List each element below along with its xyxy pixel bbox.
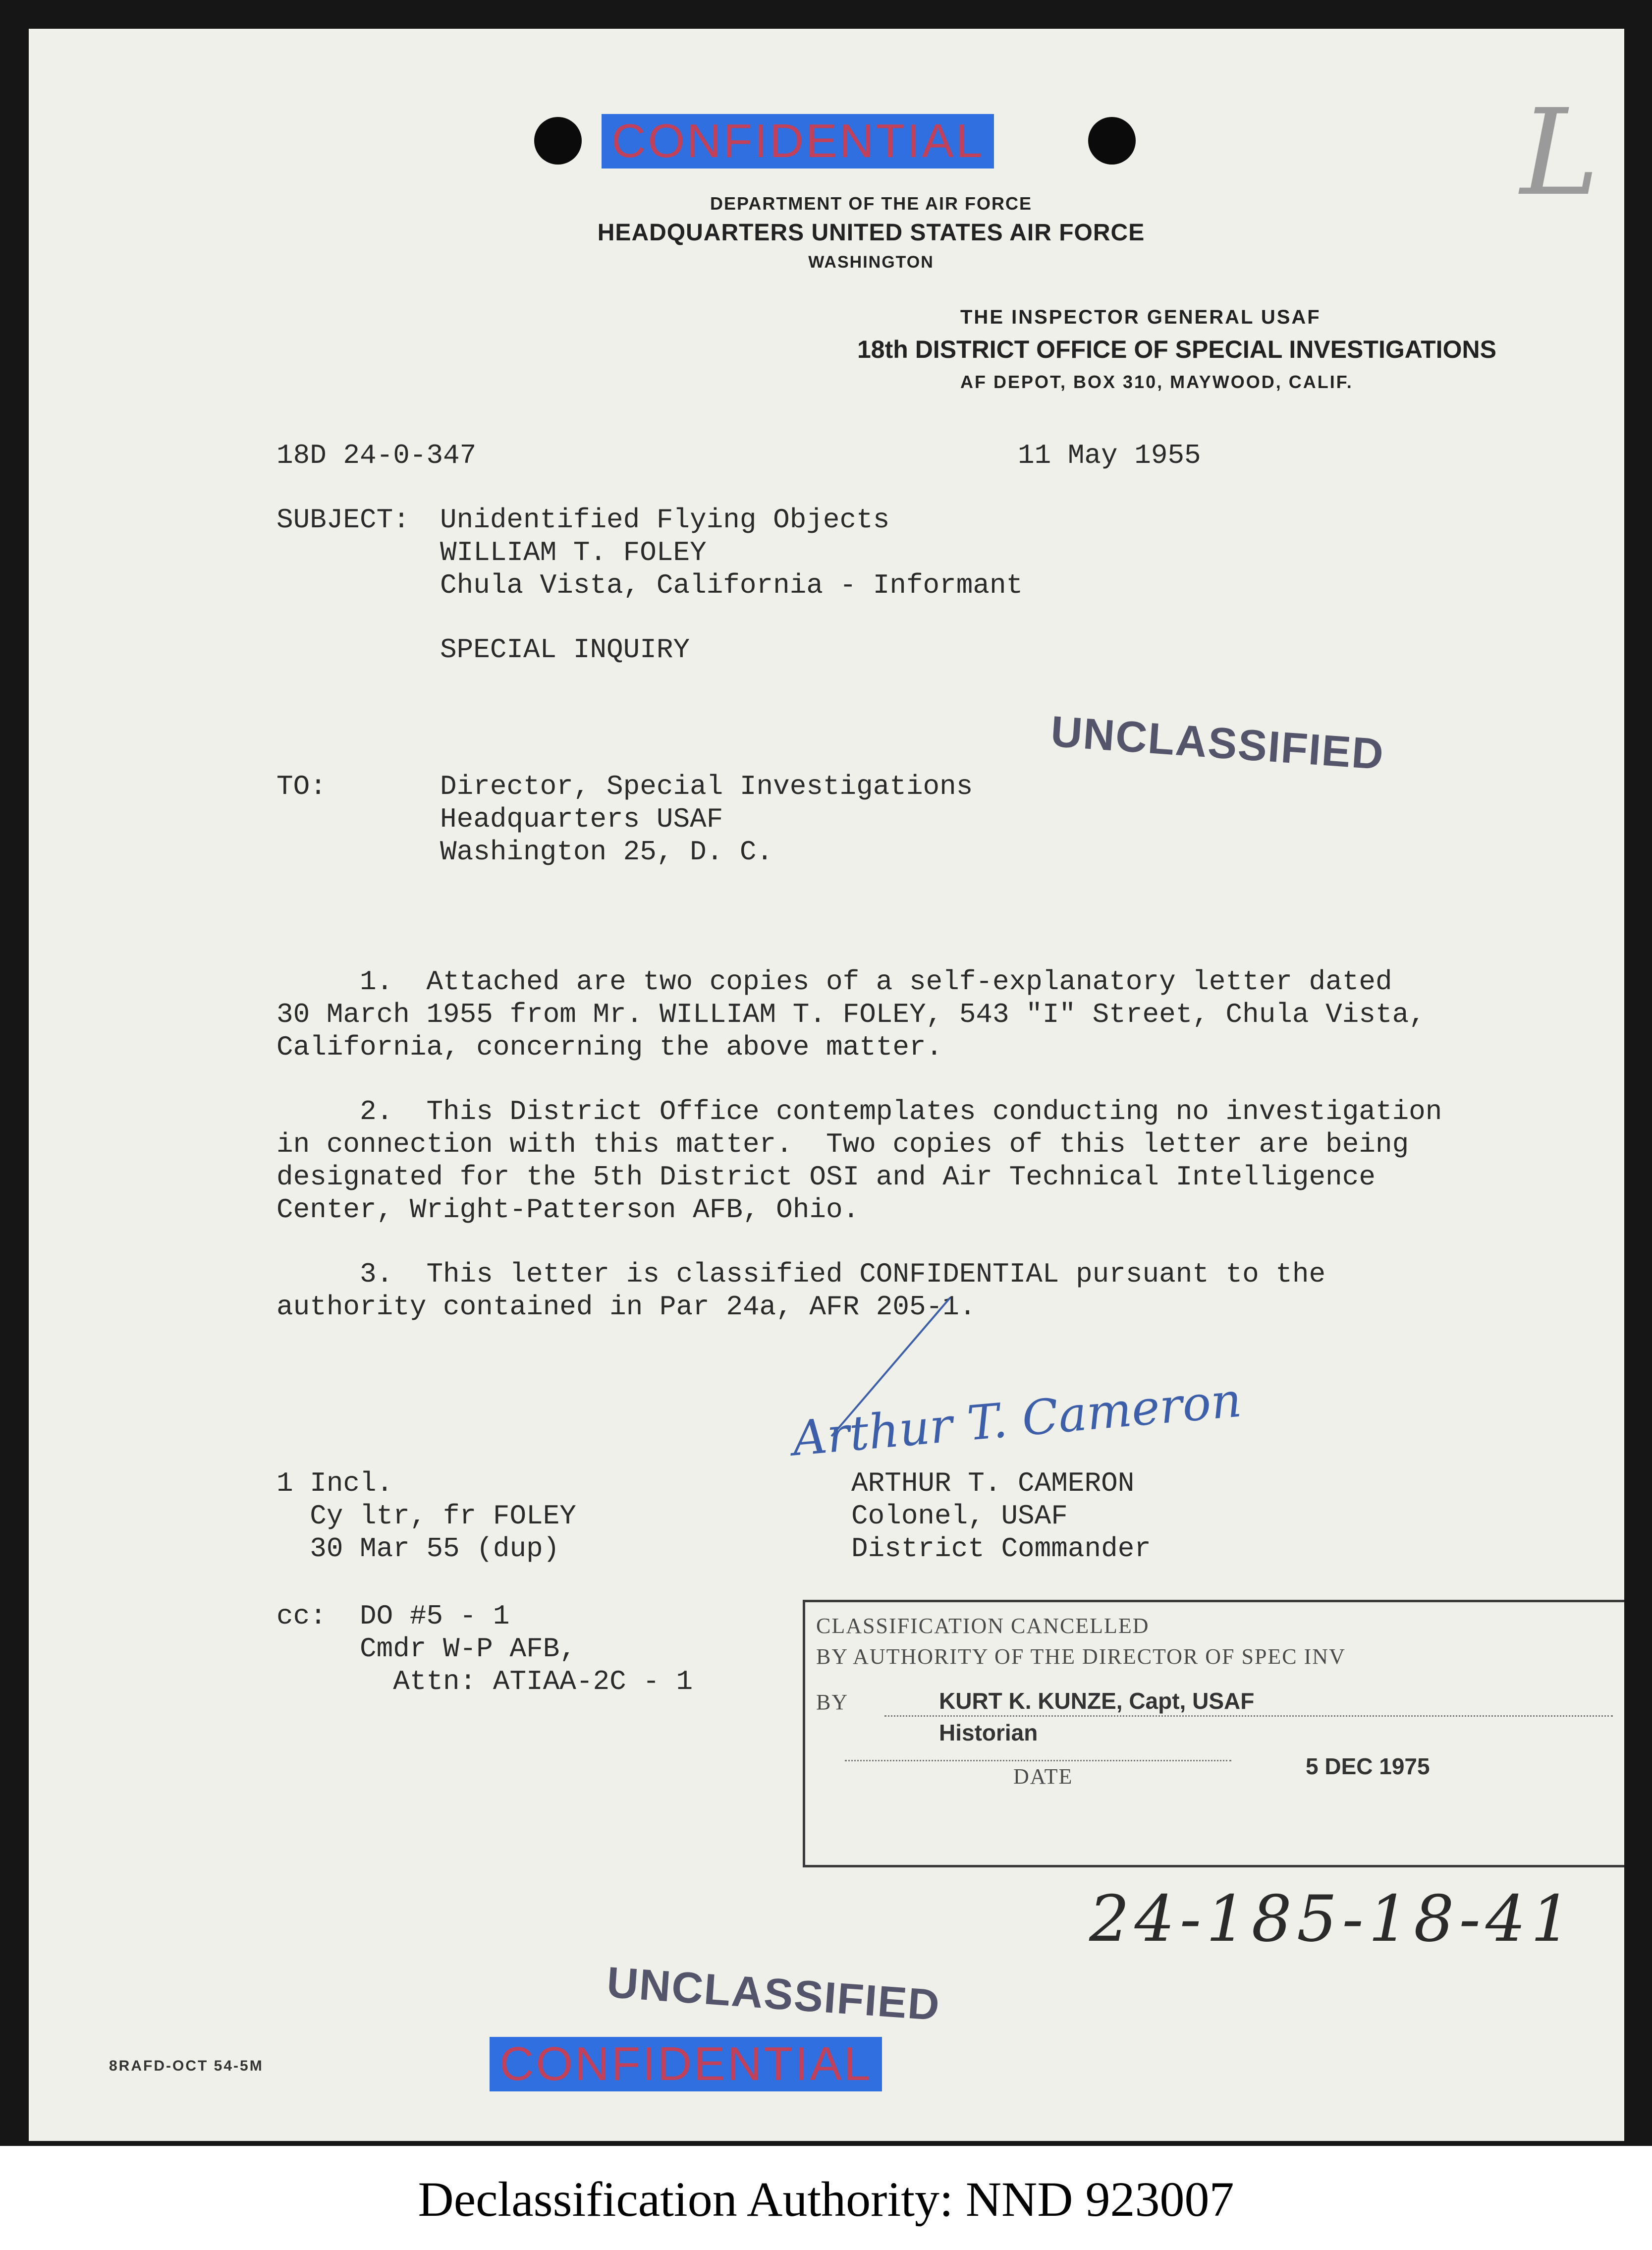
- cancelling-officer: KURT K. KUNZE, Capt, USAF: [939, 1688, 1255, 1714]
- confidential-stamp-top: CONFIDENTIAL: [602, 114, 994, 169]
- paragraph-2-line-1: 2. This District Office contemplates conducting no investigation: [276, 1096, 1442, 1127]
- paragraph-1-line-3: California, concerning the above matter.: [276, 1031, 943, 1063]
- classification-cancelled-line-2: BY AUTHORITY OF THE DIRECTOR OF SPEC INV: [816, 1644, 1346, 1669]
- confidential-stamp-bottom: CONFIDENTIAL: [490, 2037, 882, 2091]
- handwritten-file-number: 24-185-18-41: [1089, 1882, 1576, 1956]
- paragraph-2-line-2: in connection with this matter. Two copies of this letter are being: [276, 1128, 1409, 1160]
- unclassified-stamp-middle: UNCLASSIFIED: [1049, 706, 1386, 779]
- signer-title: District Commander: [851, 1533, 1151, 1565]
- signer-rank: Colonel, USAF: [851, 1500, 1068, 1532]
- paragraph-2-line-3: designated for the 5th District OSI and Air Technical Intelligence: [276, 1161, 1376, 1193]
- unclassified-stamp-bottom: UNCLASSIFIED: [605, 1957, 942, 2030]
- enclosure-line-1: 1 Incl.: [276, 1467, 393, 1499]
- date-rule: [845, 1760, 1231, 1761]
- letterhead-headquarters: HEADQUARTERS UNITED STATES AIR FORCE: [597, 220, 1145, 246]
- document-page: [29, 29, 1624, 2141]
- to-line-1: Director, Special Investigations: [440, 771, 973, 802]
- by-label: BY: [816, 1690, 849, 1714]
- punch-hole-right: [1088, 117, 1136, 165]
- declassification-caption: Declassification Authority: NND 923007: [418, 2172, 1234, 2227]
- cancellation-date: 5 DEC 1975: [1306, 1753, 1430, 1779]
- subject-line-3: Chula Vista, California - Informant: [440, 569, 1023, 601]
- enclosure-line-2: Cy ltr, fr FOLEY: [276, 1500, 576, 1532]
- to-line-3: Washington 25, D. C.: [440, 836, 773, 868]
- paragraph-3-line-2: authority contained in Par 24a, AFR 205-1.: [276, 1291, 976, 1323]
- subject-line-1: Unidentified Flying Objects: [440, 504, 890, 536]
- to-line-2: Headquarters USAF: [440, 803, 723, 835]
- date-label: DATE: [1013, 1764, 1073, 1789]
- classification-cancelled-line-1: CLASSIFICATION CANCELLED: [816, 1614, 1150, 1638]
- subject-line-2: WILLIAM T. FOLEY: [440, 537, 707, 568]
- paragraph-1-line-1: 1. Attached are two copies of a self-explanatory letter dated: [276, 966, 1392, 998]
- paragraph-1-line-2: 30 March 1955 from Mr. WILLIAM T. FOLEY, 543 "I" Street, Chula Vista,: [276, 999, 1426, 1030]
- paragraph-2-line-4: Center, Wright-Patterson AFB, Ohio.: [276, 1194, 860, 1226]
- file-number: 18D 24-0-347: [276, 440, 477, 471]
- by-rule: [884, 1715, 1613, 1717]
- cc-line-2: Cmdr W-P AFB,: [276, 1633, 576, 1665]
- letter-date: 11 May 1955: [1018, 440, 1201, 471]
- signer-name: ARTHUR T. CAMERON: [851, 1467, 1135, 1499]
- office-district: 18th DISTRICT OFFICE OF SPECIAL INVESTIGATIONS: [857, 336, 1496, 363]
- handwritten-corner-mark: L: [1520, 83, 1599, 222]
- enclosure-line-3: 30 Mar 55 (dup): [276, 1533, 560, 1565]
- punch-hole-left: [534, 117, 582, 165]
- cancelling-officer-title: Historian: [939, 1720, 1038, 1745]
- subject-label: SUBJECT:: [276, 504, 410, 536]
- classification-cancelled-box: [803, 1600, 1624, 1867]
- cc-line-1: cc: DO #5 - 1: [276, 1600, 510, 1632]
- to-label: TO:: [276, 771, 327, 802]
- form-number: 8RAFD-OCT 54-5M: [109, 2058, 264, 2074]
- office-address: AF DEPOT, BOX 310, MAYWOOD, CALIF.: [960, 372, 1353, 392]
- office-inspector-general: THE INSPECTOR GENERAL USAF: [960, 306, 1321, 328]
- subject-line-4: SPECIAL INQUIRY: [440, 634, 690, 666]
- paragraph-3-line-1: 3. This letter is classified CONFIDENTIAL pursuant to the: [276, 1258, 1326, 1290]
- letterhead-department: DEPARTMENT OF THE AIR FORCE: [710, 193, 1032, 214]
- letterhead-washington: WASHINGTON: [808, 253, 934, 272]
- cc-line-3: Attn: ATIAA-2C - 1: [276, 1666, 693, 1697]
- handwritten-signature: Arthur T. Cameron: [790, 1372, 1244, 1467]
